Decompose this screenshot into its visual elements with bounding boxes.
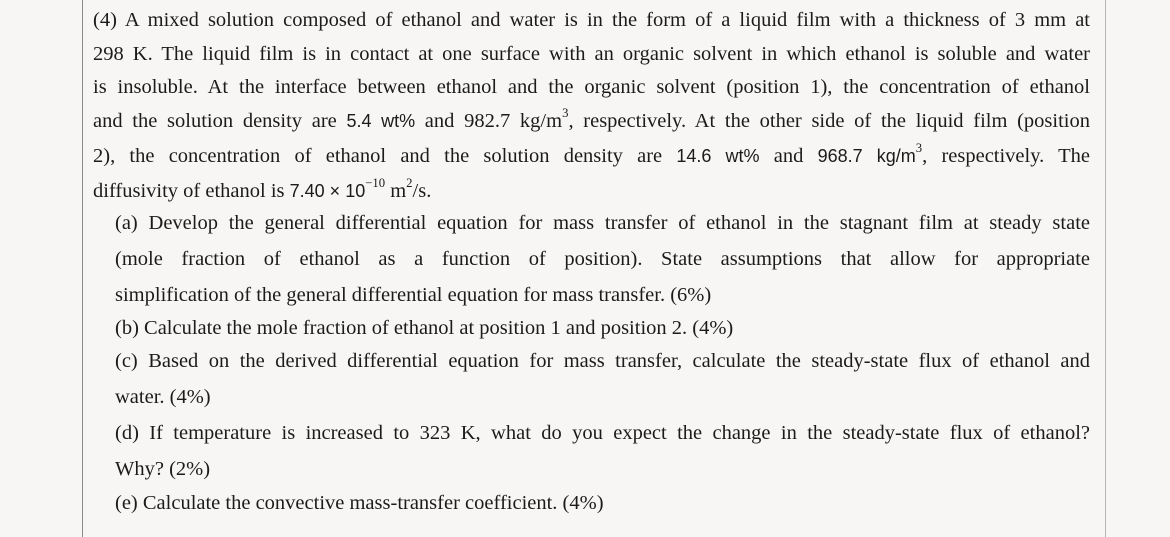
part-line xyxy=(115,383,1090,411)
text-segment: 968.7 kg/m xyxy=(817,146,916,166)
text-segment: water. (4%) xyxy=(115,386,211,408)
part-line xyxy=(115,419,1090,447)
text-segment: 298 K. The liquid film is in contact at one surface with an organic solvent in which ethanol is soluble and water xyxy=(93,43,1090,65)
part-line xyxy=(115,245,1090,273)
text-segment: (4) A mixed solution composed of ethanol and water is in the form of a liquid film with a thickness of 3 mm at xyxy=(93,9,1090,31)
text-segment: is insoluble. At the interface between ethanol and the organic solvent (position 1), the concentration of ethanol xyxy=(93,76,1090,98)
part-line xyxy=(115,314,1090,342)
text-segment: (d) If temperature is increased to 323 K, what do you expect the change in the steady-state flux of ethanol? xyxy=(115,422,1090,444)
part-line xyxy=(115,281,1090,309)
text-segment: 5.4 wt% xyxy=(346,111,416,131)
text-segment: /s. xyxy=(412,180,432,202)
text-segment: diffusivity of ethanol is xyxy=(93,180,290,202)
text-segment: (e) Calculate the convective mass-transfer coefficient. (4%) xyxy=(115,492,604,514)
text-segment: (b) Calculate the mole fraction of ethanol at position 1 and position 2. (4%) xyxy=(115,317,734,339)
part-line xyxy=(115,209,1090,237)
text-segment: 2), the concentration of ethanol and the solution density are xyxy=(93,145,677,167)
part-line xyxy=(115,455,1090,483)
superscript: 3 xyxy=(915,141,923,156)
text-segment: 7.40 × 10 xyxy=(289,181,366,201)
text-segment: and the solution density are xyxy=(93,110,347,132)
text-segment: and xyxy=(759,145,818,167)
part-line xyxy=(115,347,1090,375)
superscript: −10 xyxy=(365,176,386,191)
text-segment: 14.6 wt% xyxy=(676,146,760,166)
text-segment: (a) Develop the general differential equation for mass transfer of ethanol in the stagnant film at steady state xyxy=(115,212,1090,234)
intro-line xyxy=(93,40,1090,68)
left-margin-rule xyxy=(82,0,83,537)
superscript: 3 xyxy=(562,106,569,121)
intro-line xyxy=(93,6,1090,34)
superscript: 2 xyxy=(406,176,413,191)
intro-line xyxy=(93,142,1090,170)
text-segment: , respectively. The xyxy=(922,145,1090,167)
text-segment: (c) Based on the derived differential equation for mass transfer, calculate the steady-state flux of ethanol and xyxy=(115,350,1090,372)
text-segment: and 982.7 kg/m xyxy=(415,110,563,132)
intro-line xyxy=(93,73,1090,101)
right-margin-rule xyxy=(1105,0,1106,537)
text-segment: Why? (2%) xyxy=(115,458,211,480)
part-line xyxy=(115,489,1090,517)
text-segment: simplification of the general differential equation for mass transfer. (6%) xyxy=(115,284,712,306)
text-segment: m xyxy=(385,180,407,202)
text-segment: (mole fraction of ethanol as a function of position). State assumptions that allow for appropriate xyxy=(115,248,1090,270)
intro-line xyxy=(93,177,1090,205)
intro-line xyxy=(93,107,1090,135)
text-segment: , respectively. At the other side of the liquid film (position xyxy=(568,110,1091,132)
